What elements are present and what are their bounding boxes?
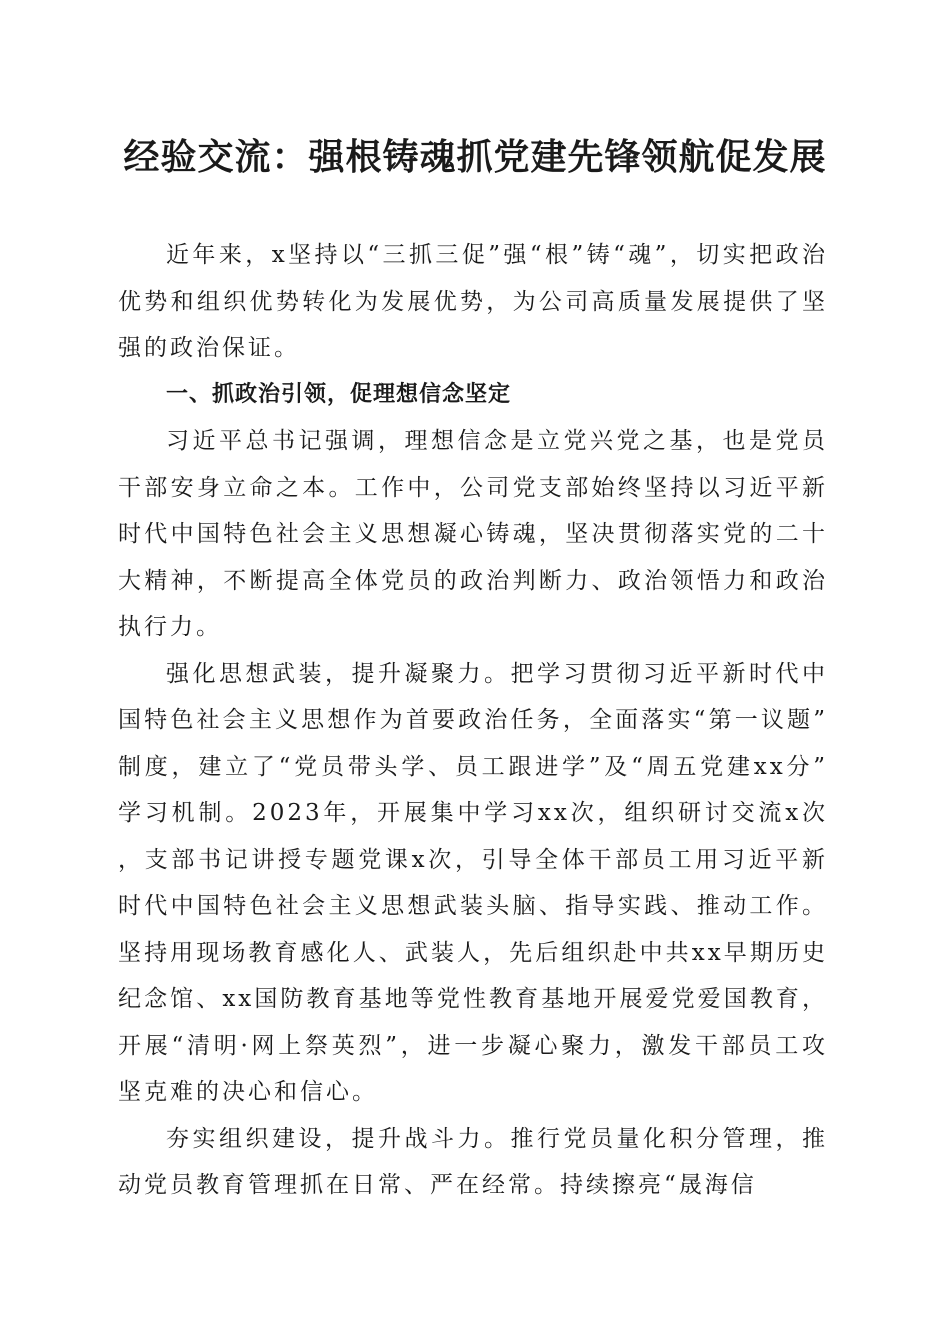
section-heading: 一、抓政治引领，促理想信念坚定 [166, 381, 512, 407]
body-paragraph: 强化思想武装，提升凝聚力。把学习贯彻习近平新时代中国特色社会主义思想作为首要政治任务，全面落实“第一议题”制度，建立了“党员带头学、员工跟进学”及“周五党建xx分”学习机制。2023年，开展集中学习xx次，组织研讨交流x次，支部书记讲授专题党课x次，引导全体干部员工用习近平新时代中国特色社会主义思想武装头脑、指导实践、推动工作。坚持用现场教育感化人、武装人，先后组织赴中共xx早期历史纪念馆、xx国防教育基地等党性教育基地开展爱党爱国教育，开展“清明·网上祭英烈”，进一步凝心聚力，激发干部员工攻坚克难的决心和信心。 [118, 660, 828, 1105]
page-title: 经验交流：强根铸魂抓党建先锋领航促发展 [123, 137, 827, 178]
document-body [118, 232, 828, 1209]
intro-paragraph: 近年来，x坚持以“三抓三促”强“根”铸“魂”，切实把政治优势和组织优势转化为发展优势，为公司高质量发展提供了坚强的政治保证。 [118, 242, 828, 361]
body-paragraph: 习近平总书记强调，理想信念是立党兴党之基，也是党员干部安身立命之本。工作中，公司党支部始终坚持以习近平新时代中国特色社会主义思想凝心铸魂，坚决贯彻落实党的二十大精神，不断提高全体党员的政治判断力、政治领悟力和政治执行力。 [118, 428, 828, 640]
body-paragraph: 夯实组织建设，提升战斗力。推行党员量化积分管理，推动党员教育管理抓在日常、严在经常。持续擦亮“晟海信 [118, 1125, 828, 1198]
